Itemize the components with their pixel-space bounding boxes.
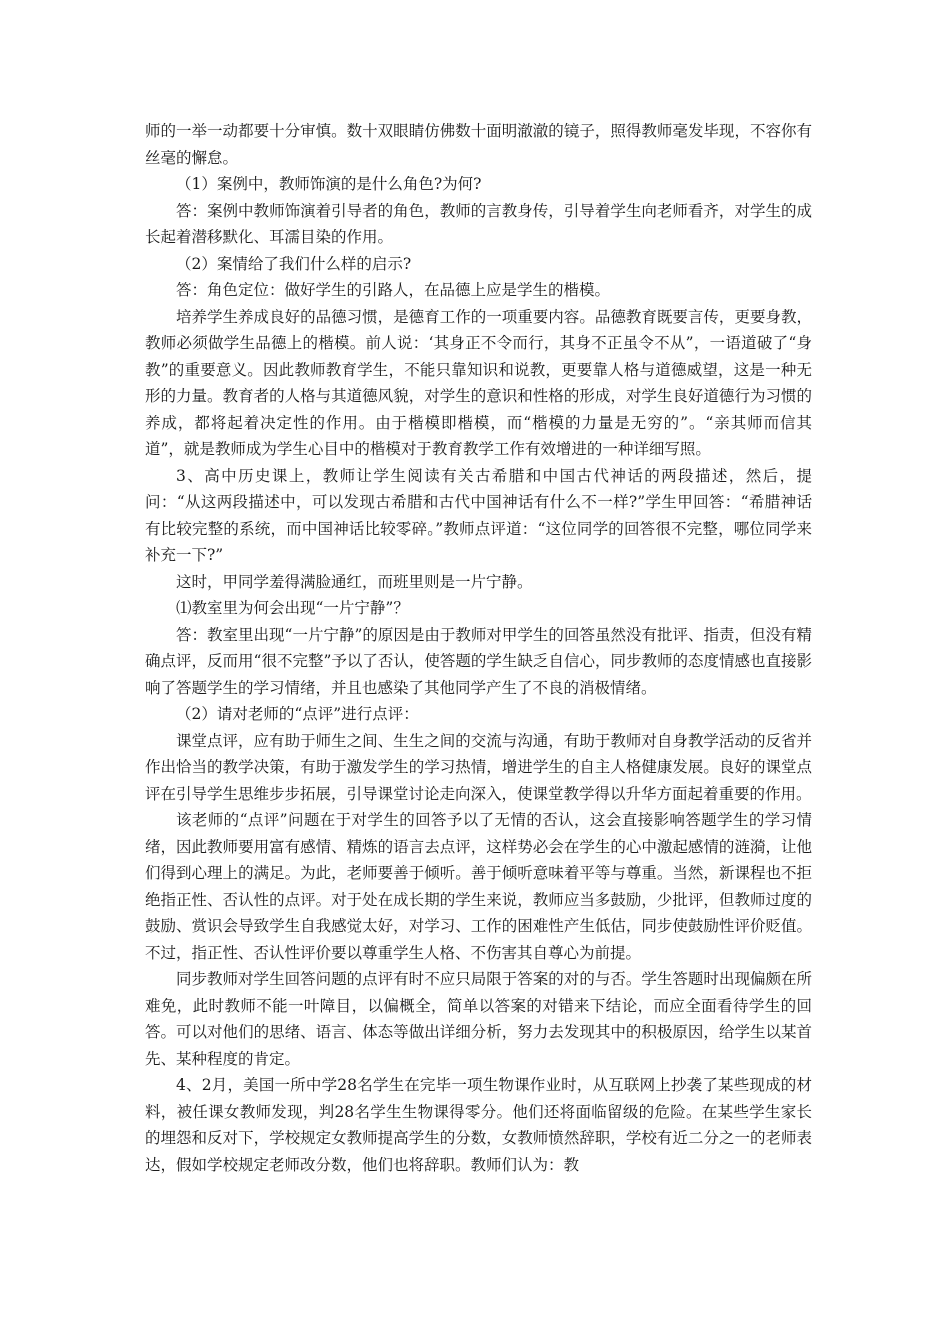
case-3-history-class: 3、高中历史课上，教师让学生阅读有关古希腊和中国古代神话的两段描述，然后，提问：“从这两段描述中，可以发现古希腊和古代中国神话有什么不一样?”学生甲回答：“希腊神话有比较完整的系统，而中国神话比较零碎。”教师点评道：“这位同学的回答很不完整，哪位同学来补充一下?” — [145, 466, 812, 564]
paragraph-moral-model: 培养学生养成良好的品德习惯，是德育工作的一项重要内容。品德教育既要言传，更要身教，教师必须做学生品德上的楷模。前人说：‘其身正不令而行，其身不正虽令不从”，一语道破了“身教”的重要意义。因此教师教育学生，不能只靠知识和说教，更要靠人格与道德威望，这是一种无形的力量。教育者的人格与其道德风貌，对学生的意识和性格的形成，对学生良好道德行为习惯的养成，都将起着决定性的作用。由于楷模即楷模，而“楷模的力量是无穷的”。“亲其师而信其道”，就是教师成为学生心目中的楷模对于教育教学工作有效增进的一种详细写照。 — [145, 307, 812, 458]
question-1-role: （1）案例中，教师饰演的是什么角色?为何? — [176, 175, 482, 193]
answer-3-2-part-1: 课堂点评，应有助于师生之间、生生之间的交流与沟通，有助于教师对自身教学活动的反省并作出恰当的教学决策，有助于激发学生的学习热情，增进学生的自主人格健康发展。良好的课堂点评在引导学生思维步步拓展，引导课堂讨论走向深入，使课堂教学得以升华方面起着重要的作用。 — [145, 731, 812, 803]
paragraph-intro-continuation: 师的一举一动都要十分审慎。数十双眼睛仿佛数十面明澈澈的镜子，照得教师毫发毕现，不容你有丝毫的懈怠。 — [145, 122, 812, 167]
case-4-plagiarism: 4、2月，美国一所中学28名学生在完毕一项生物课作业时，从互联网上抄袭了某些现成的材料，被任课女教师发现，判28名学生生物课得零分。他们还将面临留级的危险。在某些学生家长的埋怨和反对下，学校规定女教师提高学生的分数，女教师愤然辞职，学校有近二分之一的老师表达，假如学校规定老师改分数，他们也将辞职。教师们认为：教 — [145, 1076, 812, 1174]
answer-3-1: 答：教室里出现“一片宁静”的原因是由于教师对甲学生的回答虽然没有批评、指责，但没有精确点评，反而用“很不完整”予以了否认，使答题的学生缺乏自信心，同步教师的态度情感也直接影响了答题学生的学习情绪，并且也感染了其他同学产生了不良的消极情绪。 — [145, 625, 812, 697]
answer-2-inspiration: 答：角色定位：做好学生的引路人，在品德上应是学生的楷模。 — [176, 281, 611, 299]
answer-1-role: 答：案例中教师饰演着引导者的角色，教师的言教身传，引导着学生向老师看齐，对学生的成长起着潜移默化、耳濡目染的作用。 — [145, 201, 812, 246]
answer-3-2-part-3: 同步教师对学生回答问题的点评有时不应只局限于答案的对的与否。学生答题时出现偏颇在所难免，此时教师不能一叶障目，以偏概全，简单以答案的对错来下结论，而应全面看待学生的回答。可以对他们的思绪、语言、体态等做出详细分析，努力去发现其中的积极原因，给学生以某首先、某种程度的肯定。 — [145, 970, 812, 1068]
question-3-1: ⑴教室里为何会出现“一片宁静”？ — [176, 599, 409, 617]
document-page — [145, 118, 812, 1178]
answer-3-2-part-2: 该老师的“点评”问题在于对学生的回答予以了无情的否认，这会直接影响答题学生的学习情绪，因此教师要用富有感情、精炼的语言去点评，这样势必会在学生的心中激起感情的涟漪，让他们得到心理上的满足。为此，老师要善于倾听。善于倾听意味着平等与尊重。当然，新课程也不拒绝指正性、否认性的点评。对于处在成长期的学生来说，教师应当多鼓励，少批评，但教师过度的鼓励、赏识会导致学生自我感觉太好，对学习、工作的困难性产生低估，同步使鼓励性评价贬值。不过，指正性、否认性评价要以尊重学生人格、不伤害其自尊心为前提。 — [145, 811, 812, 962]
case-3-silence: 这时，甲同学羞得满脸通红，而班里则是一片宁静。 — [176, 572, 533, 591]
question-2-inspiration: （2）案情给了我们什么样的启示? — [176, 254, 412, 273]
question-3-2: （2）请对老师的“点评”进行点评： — [176, 705, 419, 723]
